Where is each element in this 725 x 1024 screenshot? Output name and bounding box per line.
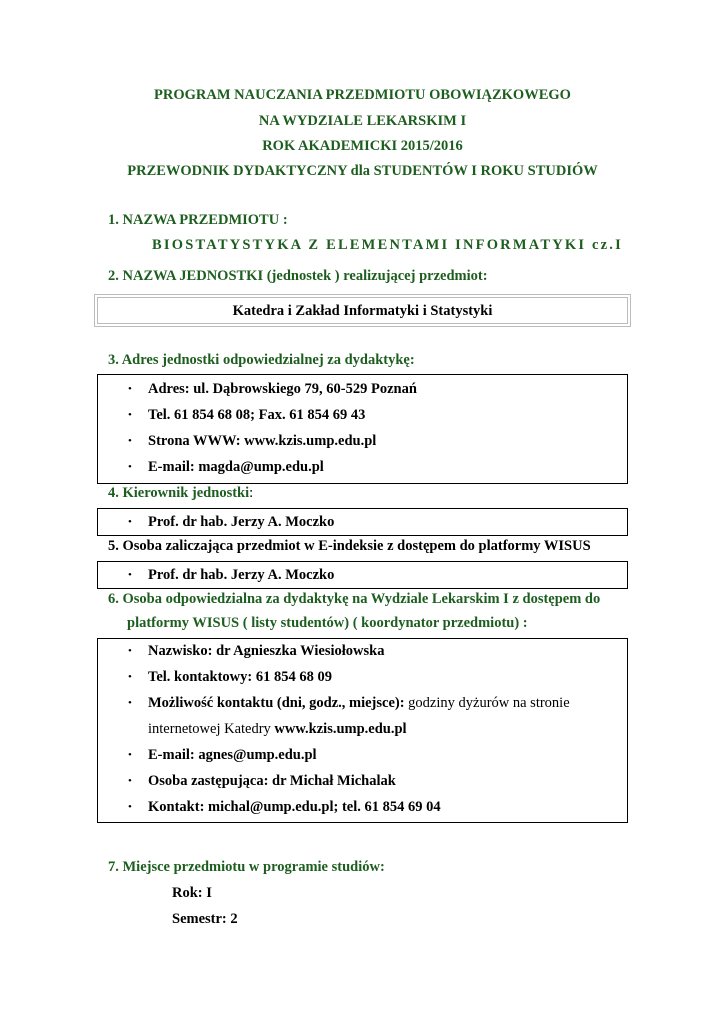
contact-url: www.kzis.ump.edu.pl [274, 721, 407, 737]
bullet-icon: • [128, 409, 132, 421]
study-year: Rok: I [172, 885, 212, 901]
section-4-title-text: 4. Kierownik jednostki [108, 485, 250, 501]
section-6-title-line-2: platformy WISUS ( listy studentów) ( koordynator przedmiotu) : [127, 615, 528, 631]
head-of-unit-box [97, 508, 628, 536]
contact-text-1: godziny dyżurów na stronie [404, 695, 570, 711]
website-text: Strona WWW: www.kzis.ump.edu.pl [148, 433, 377, 449]
deputy-contact: Kontakt: michal@ump.edu.pl; tel. 61 854 69 04 [148, 799, 441, 815]
coordinator-email: E-mail: agnes@ump.edu.pl [148, 747, 317, 763]
section-6-title-line-1: 6. Osoba odpowiedzialna za dydaktykę na Wydziale Lekarskim I z dostępem do [108, 591, 601, 607]
phone-text: Tel. 61 854 68 08; Fax. 61 854 69 43 [148, 407, 366, 423]
grader-name: Prof. dr hab. Jerzy A. Moczko [148, 567, 335, 583]
deputy-name: Osoba zastępująca: dr Michał Michalak [148, 773, 396, 789]
contact-label: Możliwość kontaktu (dni, godz., miejsce): [148, 695, 405, 711]
contact-availability [148, 693, 570, 713]
bullet-icon: • [128, 775, 132, 787]
bullet-icon: • [128, 461, 132, 473]
coordinator-box [97, 638, 628, 823]
semester: Semestr: 2 [172, 911, 238, 927]
address-box [97, 374, 628, 484]
unit-name: Katedra i Zakład Informatyki i Statystyki [232, 303, 493, 319]
section-3-title: 3. Adres jednostki odpowiedzialnej za dydaktykę: [108, 352, 415, 368]
unit-box-inner [97, 297, 628, 324]
bullet-icon: • [128, 697, 132, 709]
head-of-unit-name: Prof. dr hab. Jerzy A. Moczko [148, 514, 335, 530]
email-text: E-mail: magda@ump.edu.pl [148, 459, 324, 475]
section-5-title: 5. Osoba zaliczająca przedmiot w E-indeksie z dostępem do platformy WISUS [108, 538, 591, 554]
header-line-3: ROK AKADEMICKI 2015/2016 [262, 138, 463, 154]
header-line-4: PRZEWODNIK DYDAKTYCZNY dla STUDENTÓW I ROKU STUDIÓW [127, 163, 598, 179]
bullet-icon: • [128, 516, 132, 528]
section-1-title: 1. NAZWA PRZEDMIOTU : [108, 212, 288, 228]
bullet-icon: • [128, 749, 132, 761]
bullet-icon: • [128, 569, 132, 581]
coordinator-phone: Tel. kontaktowy: 61 854 68 09 [148, 669, 332, 685]
address-text: Adres: ul. Dąbrowskiego 79, 60-529 Poznań [148, 381, 417, 397]
grader-box [97, 561, 628, 589]
contact-continuation [148, 719, 407, 739]
header-line-1: PROGRAM NAUCZANIA PRZEDMIOTU OBOWIĄZKOWEGO [154, 87, 571, 103]
bullet-icon: • [128, 383, 132, 395]
course-name: BIOSTATYSTYKA Z ELEMENTAMI INFORMATYKI cz.I [152, 237, 623, 253]
bullet-icon: • [128, 435, 132, 447]
section-4-title [108, 485, 253, 502]
coordinator-name: Nazwisko: dr Agnieszka Wiesiołowska [148, 643, 385, 659]
bullet-icon: • [128, 671, 132, 683]
section-4-colon: : [249, 485, 254, 501]
contact-text-2: internetowej Katedry [148, 721, 275, 737]
header-line-2: NA WYDZIALE LEKARSKIM I [258, 113, 467, 129]
section-2-title: 2. NAZWA JEDNOSTKI (jednostek ) realizującej przedmiot: [108, 268, 488, 284]
bullet-icon: • [128, 645, 132, 657]
section-7-title: 7. Miejsce przedmiotu w programie studiów: [108, 859, 385, 875]
unit-box-outer [94, 294, 631, 327]
bullet-icon: • [128, 801, 132, 813]
